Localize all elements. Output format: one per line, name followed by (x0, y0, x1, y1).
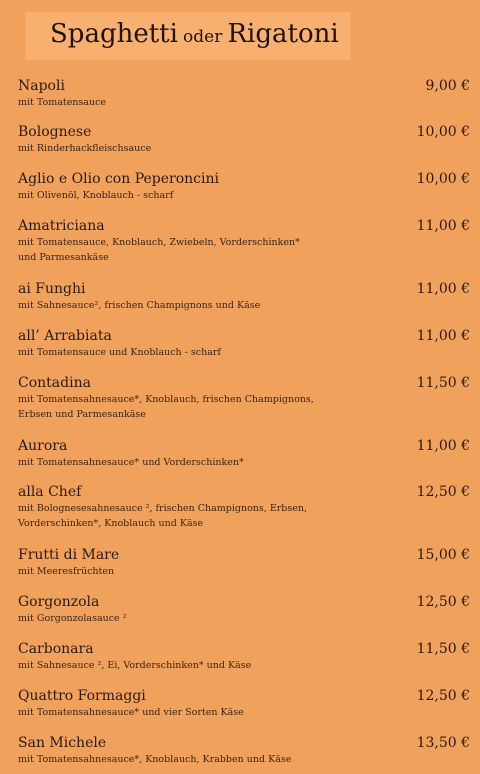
dish-price: 10,00 € (416, 124, 470, 140)
dish-description: mit Tomatensauce, Knoblauch, Zwiebeln, Vorderschinken* und Parmesankäse (18, 237, 300, 263)
dish-price: 10,00 € (416, 171, 470, 187)
dish-price: 11,00 € (416, 438, 470, 454)
dish-price: 12,50 € (416, 594, 470, 610)
dish-name: Bolognese (18, 124, 92, 140)
dish-name: Aglio e Olio con Peperoncini (18, 171, 219, 187)
dish-description: mit Rinderhackfleischsauce (18, 143, 152, 154)
dish-name: Quattro Formaggi (18, 688, 146, 704)
dish-description: mit Bolognesesahnesauce ², frischen Champignons, Erbsen, Vorderschinken*, Knoblauch und Käse (18, 503, 308, 529)
dish-description: mit Gorgonzolasauce ² (18, 613, 127, 624)
menu-item (18, 641, 470, 673)
menu-item (18, 438, 470, 470)
dish-price: 13,50 € (416, 735, 470, 751)
menu-item (18, 484, 470, 531)
dish-name: ai Funghi (18, 281, 86, 297)
menu-header (0, 6, 480, 60)
dish-price: 11,00 € (416, 328, 470, 344)
menu-item (18, 218, 470, 265)
dish-price: 11,00 € (416, 218, 470, 234)
dish-price: 9,00 € (425, 78, 470, 94)
menu-item (18, 688, 470, 720)
dish-description: mit Tomatensahnesauce*, Knoblauch, Krabben und Käse (18, 754, 292, 765)
dish-price: 12,50 € (416, 484, 470, 500)
dish-name: Amatriciana (18, 218, 105, 234)
menu-item (18, 78, 470, 110)
dish-price: 11,00 € (416, 281, 470, 297)
dish-description: mit Tomatensahnesauce*, Knoblauch, frischen Champignons, Erbsen und Parmesankäse (18, 394, 314, 420)
dish-name: Aurora (18, 438, 68, 454)
dish-name: San Michele (18, 735, 107, 751)
menu-item (18, 547, 470, 579)
title-part-rigatoni: Rigatoni (227, 19, 339, 49)
dish-name: Napoli (18, 78, 65, 94)
dish-name: alla Chef (18, 484, 82, 500)
dish-description: mit Olivenöl, Knoblauch - scharf (18, 190, 174, 201)
dish-price: 11,50 € (416, 375, 470, 391)
dish-description: mit Tomatensauce und Knoblauch - scharf (18, 347, 221, 358)
dish-description: mit Tomatensahnesauce* und Vorderschinken* (18, 457, 244, 468)
dish-description: mit Tomatensahnesauce* und vier Sorten Käse (18, 707, 244, 718)
dish-name: Frutti di Mare (18, 547, 120, 563)
menu-item (18, 328, 470, 360)
page-title (50, 19, 339, 49)
dish-price: 11,50 € (416, 641, 470, 657)
menu-item (18, 124, 470, 156)
dish-name: Gorgonzola (18, 594, 100, 610)
menu-item (18, 735, 470, 767)
dish-name: all’ Arrabiata (18, 328, 112, 344)
dish-description: mit Sahnesauce ², Ei, Vorderschinken* und Käse (18, 660, 252, 671)
menu-item (18, 171, 470, 203)
dish-price: 15,00 € (416, 547, 470, 563)
title-part-oder: oder (183, 27, 223, 47)
dish-description: mit Tomatensauce (18, 97, 107, 108)
dish-name: Carbonara (18, 641, 94, 657)
menu-item (18, 375, 470, 422)
title-part-spaghetti: Spaghetti (50, 19, 178, 49)
dish-price: 12,50 € (416, 688, 470, 704)
menu-item (18, 281, 470, 313)
dish-name: Contadina (18, 375, 91, 391)
dish-description: mit Meeresfrüchten (18, 566, 115, 577)
menu-item (18, 594, 470, 626)
dish-description: mit Sahnesauce², frischen Champignons und Käse (18, 300, 261, 311)
